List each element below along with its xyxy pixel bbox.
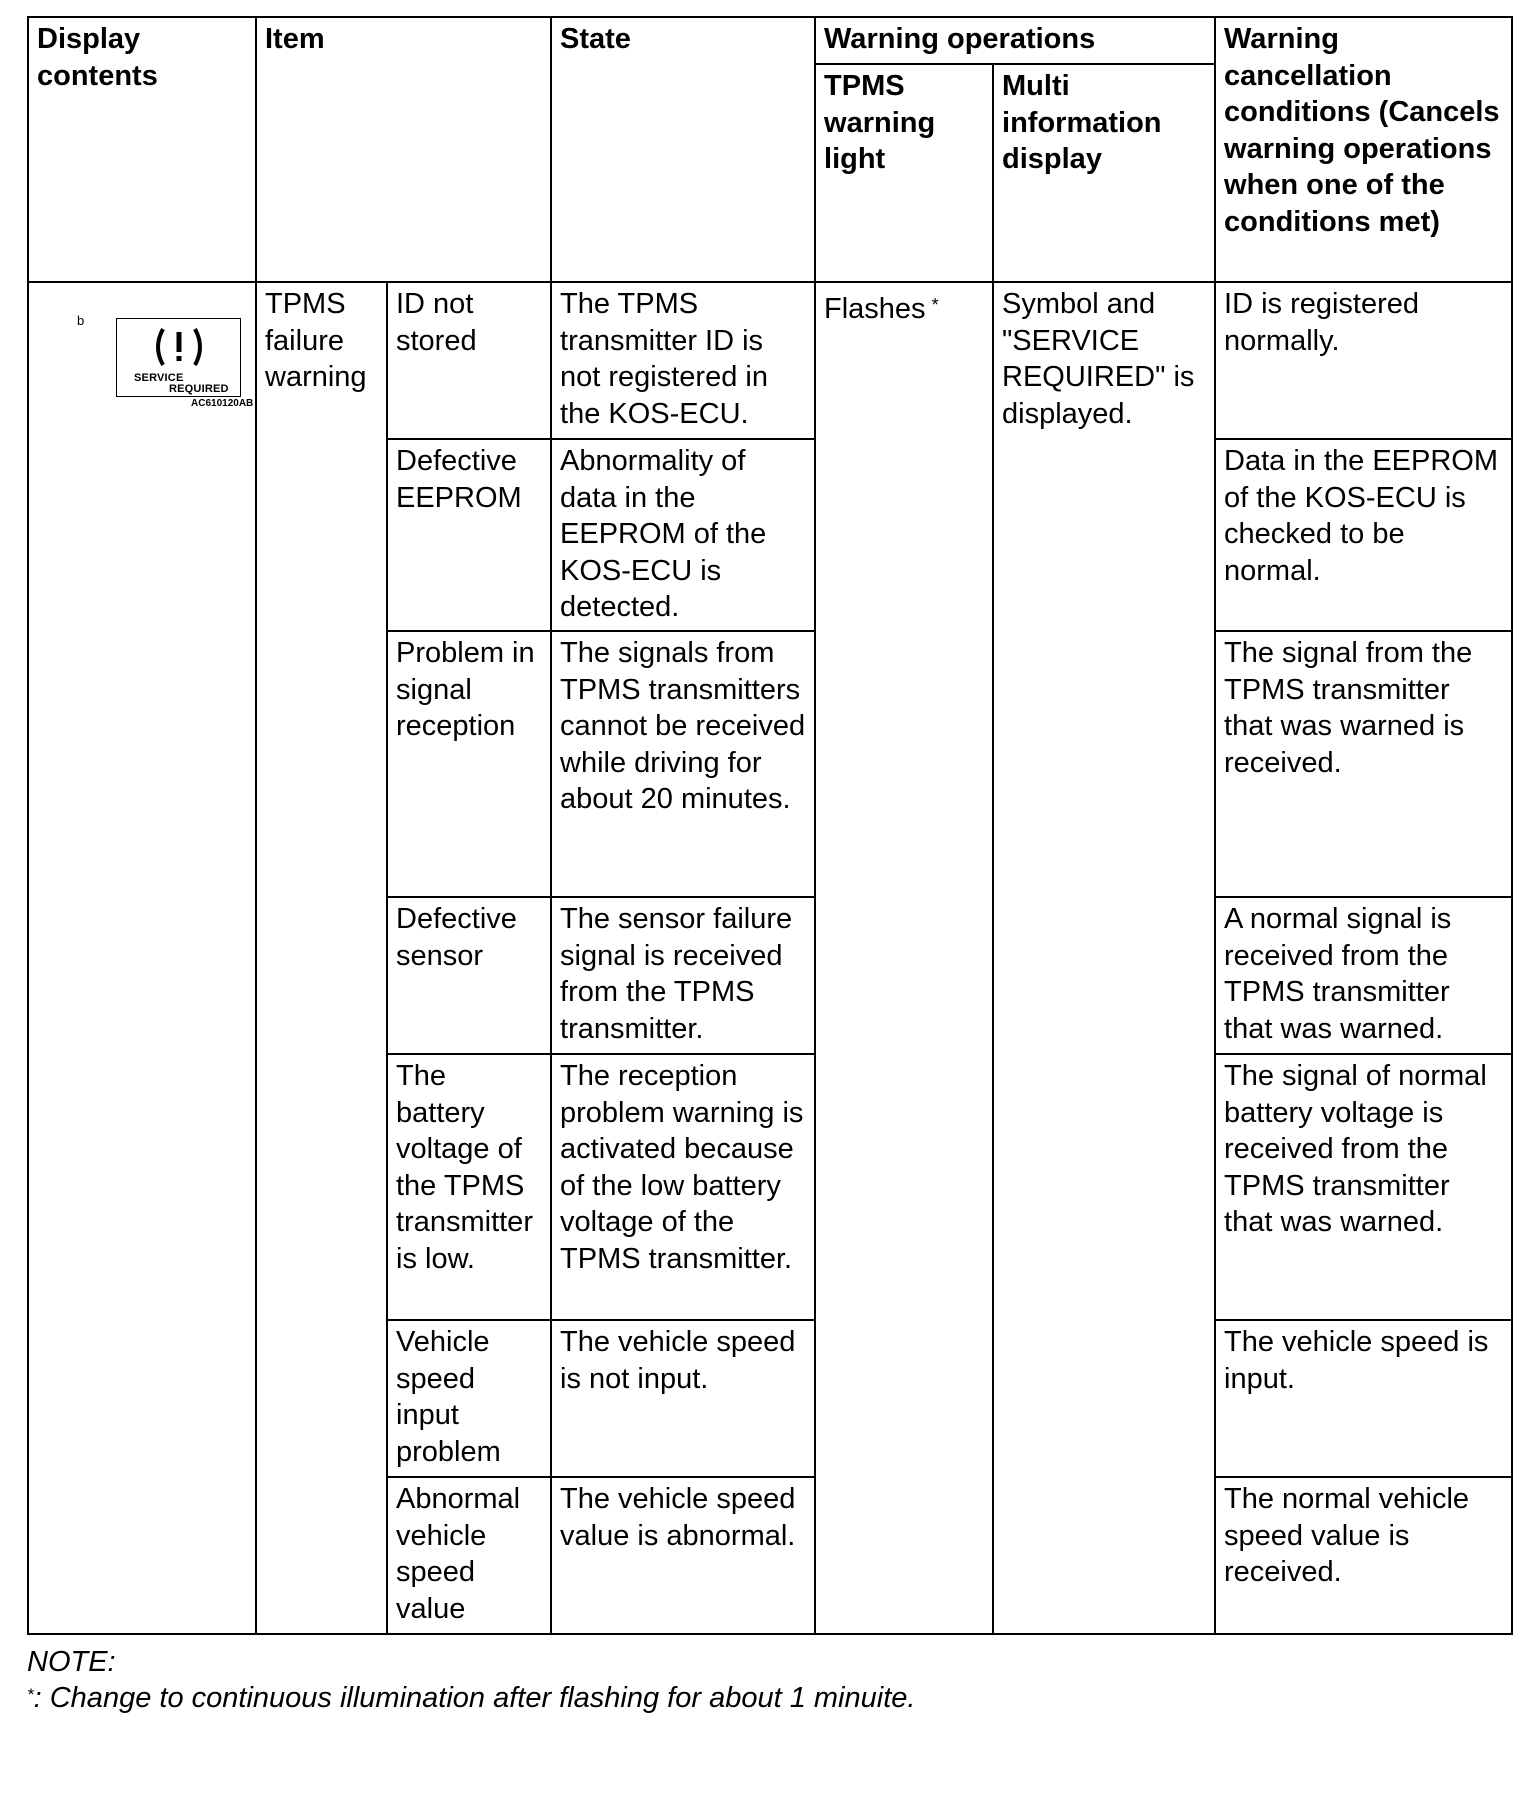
note-block (27, 1644, 915, 1716)
cancellation-cell: The signal from the TPMS transmitter that was warned is received. (1215, 631, 1512, 897)
warning-indicator-icon (116, 318, 241, 397)
cancellation-cell: Data in the EEPROM of the KOS-ECU is checked to be normal. (1215, 439, 1512, 631)
header-item: Item (256, 17, 551, 282)
sub-item-cell: The battery voltage of the TPMS transmitter is low. (387, 1054, 551, 1320)
sub-item-cell: Defective sensor (387, 897, 551, 1054)
multi-information-display-cell: Symbol and "SERVICE REQUIRED" is displayed. (993, 282, 1215, 1634)
state-cell: The signals from TPMS transmitters cannot be received while driving for about 20 minutes. (551, 631, 815, 897)
header-warning-cancellation: Warning cancellation conditions (Cancels warning operations when one of the conditions met) (1215, 17, 1512, 282)
footnote-mark: * (931, 295, 939, 315)
state-cell: The vehicle speed value is abnormal. (551, 1477, 815, 1634)
header-state: State (551, 17, 815, 282)
display-contents-cell (28, 282, 256, 1634)
header-display-contents: Display contents (28, 17, 256, 282)
icon-service-label: SERVICE (134, 372, 184, 384)
state-cell: The vehicle speed is not input. (551, 1320, 815, 1477)
sub-item-cell: Vehicle speed input problem (387, 1320, 551, 1477)
note-title: NOTE: (27, 1646, 116, 1678)
state-cell: The sensor failure signal is received from the TPMS transmitter. (551, 897, 815, 1054)
flashes-text: Flashes (824, 293, 926, 325)
note-text-block (27, 1680, 915, 1716)
sub-item-cell: Problem in signal reception (387, 631, 551, 897)
header-tpms-warning-light: TPMS warning light (815, 64, 993, 282)
header-multi-information-display: Multi information display (993, 64, 1215, 282)
cancellation-cell: A normal signal is received from the TPMS transmitter that was warned. (1215, 897, 1512, 1054)
tire-exclamation-icon (151, 325, 207, 369)
icon-required-label: REQUIRED (169, 383, 229, 395)
sub-item-cell: ID not stored (387, 282, 551, 439)
icon-corner-label: b (77, 313, 85, 328)
header-warning-operations: Warning operations (815, 17, 1215, 64)
cancellation-cell: The normal vehicle speed value is received. (1215, 1477, 1512, 1634)
table-row (28, 282, 1512, 439)
item-cell: TPMS failure warning (256, 282, 387, 1634)
cancellation-cell: The signal of normal battery voltage is received from the TPMS transmitter that was warned. (1215, 1054, 1512, 1320)
document (27, 16, 1513, 1635)
sub-item-cell: Defective EEPROM (387, 439, 551, 631)
state-cell: Abnormality of data in the EEPROM of the KOS-ECU is detected. (551, 439, 815, 631)
note-mark: * (27, 1685, 34, 1704)
state-cell: The reception problem warning is activated because of the low battery voltage of the TPMS transmitter. (551, 1054, 815, 1320)
cancellation-cell: ID is registered normally. (1215, 282, 1512, 439)
tpms-warning-light-cell (815, 282, 993, 1634)
icon-code-label: AC610120AB (191, 398, 254, 409)
sub-item-cell: Abnormal vehicle speed value (387, 1477, 551, 1634)
tpms-warning-table (27, 16, 1513, 1635)
note-text: : Change to continuous illumination after flashing for about 1 minuite. (33, 1682, 916, 1714)
service-required-icon (67, 308, 267, 408)
state-cell: The TPMS transmitter ID is not registered in the KOS-ECU. (551, 282, 815, 439)
cancellation-cell: The vehicle speed is input. (1215, 1320, 1512, 1477)
header-row-1 (28, 17, 1512, 64)
